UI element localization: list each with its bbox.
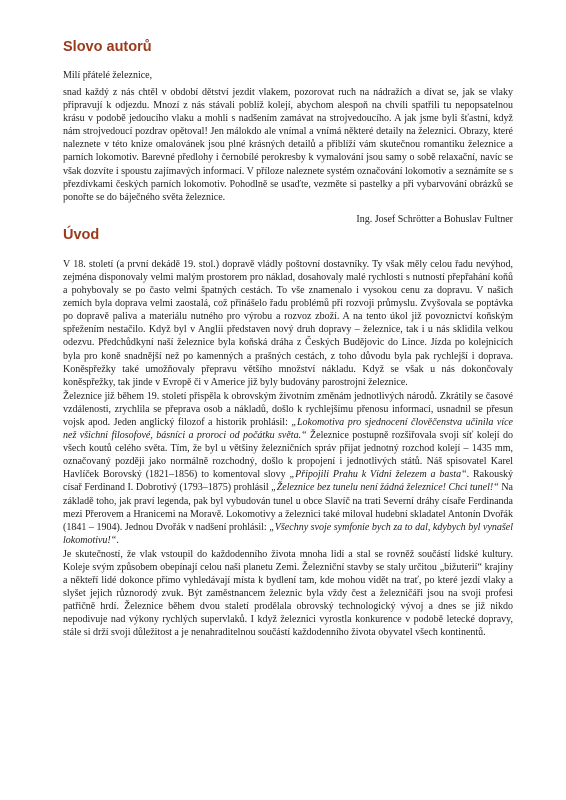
p2-text-b: Železnice postupně rozšiřovala svoji síť kolejí do všech koutů celého světa. Tím, že byl u většiny železničních správ přijat jednotný rozchod kolejí – 1435 mm, označovaný později jako normálně rozchodný, došlo k propojení i jednotlivých států. Náš spisovatel Karel Havlíček Borovský (1821–1856) to komentoval slovy	[63, 430, 513, 481]
foreword-signature: Ing. Josef Schrötter a Bohuslav Fultner	[356, 213, 513, 225]
p2-quote-philosopher: „Lokomotiva pro sjednocení člověčenstva učinila více než všichni filosofové, básníci a proroci od počátku světa.“	[63, 416, 513, 442]
foreword-salutation: Milí přátelé železnice,	[63, 70, 153, 81]
intro-paragraph-1: V 18. století (a první dekádě 19. stol.) dopravě vládly poštovní dostavníky. Ty však měly celou řadu nevýhod, zejména disponovaly velmi malým prostorem pro náklad, dosahovaly malé rychlosti s nutností přepřahání koňů a pohybovaly se po často velmi špatných cestách. To vše znamenalo i vysokou cenu za dopravu. V našich zemích byla doprava velmi zaostalá, což přinášelo řadu problémů při rozvoji průmyslu. Zvyšovala se poptávka po dopravě paliva a materiálu nutného pro výrobu a rozvoz zboží. A na tento úkol již povoznictví koňským spřežením nestačilo. Když byl v Anglii představen nový druh dopravy – železnice, tak i u nás sklidila velkou odezvu. Předchůdkyní naší železnice byla koňská dráha z Českých Budějovic do Lince. Jízda po kolejnicích byla pro koně snadnější než po kamenných a prašných cestách, z toho důvodu byla pak rychlejší i dopravа. Koněspřežky také umožňovaly přepravu většího množství nákladu. Když se však u nás dokončovaly koněspřežky, tak jinde v Evropě či v Americe již byly budovány parostrojní železnice.	[63, 258, 513, 388]
p2-text-a: Železnice již během 19. století přispěla k obrovským životním změnám jednotlivých národů. Zkrátily se časové vzdálenosti, zrychlila se přeprava osob a nákladů, došlo k rychlejšímu přenosu informací, usnadnil se přesun vojsk apod. Jeden anglický filozof a historik prohlásil:	[63, 390, 513, 428]
intro-section	[63, 226, 513, 640]
p2-text-c: . Rakouský císař Ferdinand I. Dobrotivý (1793–1875) prohlásil	[63, 469, 514, 494]
p2-quote-ferdinand: „Železnice bez tunelu není žádná železnice! Chci tunel!“	[271, 482, 499, 494]
p2-quote-dvorak: „Všechny svoje symfonie bych za to dal, kdybych byl vynašel lokomotivu!“	[63, 521, 513, 546]
p2-text-e: .	[116, 534, 119, 546]
intro-paragraph-3: Je skutečností, že vlak vstoupil do každodenního života mnoha lidí a stal se rovněž součástí lidské kultury. Koleje svým způsobem obepínají celou naši planetu Zemi. Železniční stavby se staly určitou „bižuterií“ krajiny a někteří lidé dokonce přímo vyhledávají místa k bydlení tam, kde mohou vidět na trať, po které jezdí vlaky a slyšet jejich různorodý zvuk. Být zaměstnancem železnic byla vždy čest a železničáři jsou na svoji profesi patřičně hrdí. Železnice během dvou staletí prodělala obrovský technologický vývoj a dnes se již nikdo nepodivuje nad výkony rychlých supervlaků. I když železnici vyrostla konkurence v podobě letecké dopravy, stále si drží svoji důležitost a je nenahraditelnou součástí každodenního života obyvatel všech kontinentů.	[63, 548, 513, 639]
p2-quote-havlicek: „Připojili Prahu k Vídni železem a basta“	[289, 469, 467, 481]
intro-heading: Úvod	[63, 226, 100, 243]
foreword-body: snad každý z nás chtěl v období dětství jezdit vlakem, pozorovat ruch na nádražích a dívat se, jak se vlaky připravují k odjezdu. Mnozí z nás stávali poblíž kolejí, abychom alespoň na chvíli spatřili tu nepopsatelnou krásu v podobě jedoucího vlaku a mohli s nadšením zamávat na strojvedoucího. A jak jsme byli šťastní, když nám strojvedoucí pozdrav opětoval! Jen málokdo ale vnímal a vnímá některé detaily na železnici. Obrazy, které naleznete v této knize omalovánek jsou plné krásných detailů a přiblíží vám skutečnou romantiku železnice a parních lokomotiv. Barevné předlohy i černobílé perokresby k vymalování jsou samy o sobě relaxační, navíc se však dozvíte i spoustu zajímavých informací. V příloze naleznete systém označování lokomotiv a seznámíte se s přezdívkami českých parních lokomotiv. Pohodlně se usaďte, vezměte si pastelky a při vybarvování obrázků se ponořte se do báječného světa železnice.	[63, 87, 513, 203]
intro-paragraph-2	[63, 390, 513, 547]
p2-text-d: Na základě toho, jak praví legenda, pak byl vybudován tunel u obce Slavíč na trati Severní dráhy císaře Ferdinanda mezi Přerovem a Hranicemi na Moravě. Lokomotivy a železnici také miloval hudební skladatel Antonín Dvořák (1841 – 1904). Jednou Dvořák v nadšení prohlásil:	[63, 482, 513, 533]
foreword-section	[63, 38, 513, 226]
foreword-heading: Slovo autorů	[63, 39, 152, 55]
